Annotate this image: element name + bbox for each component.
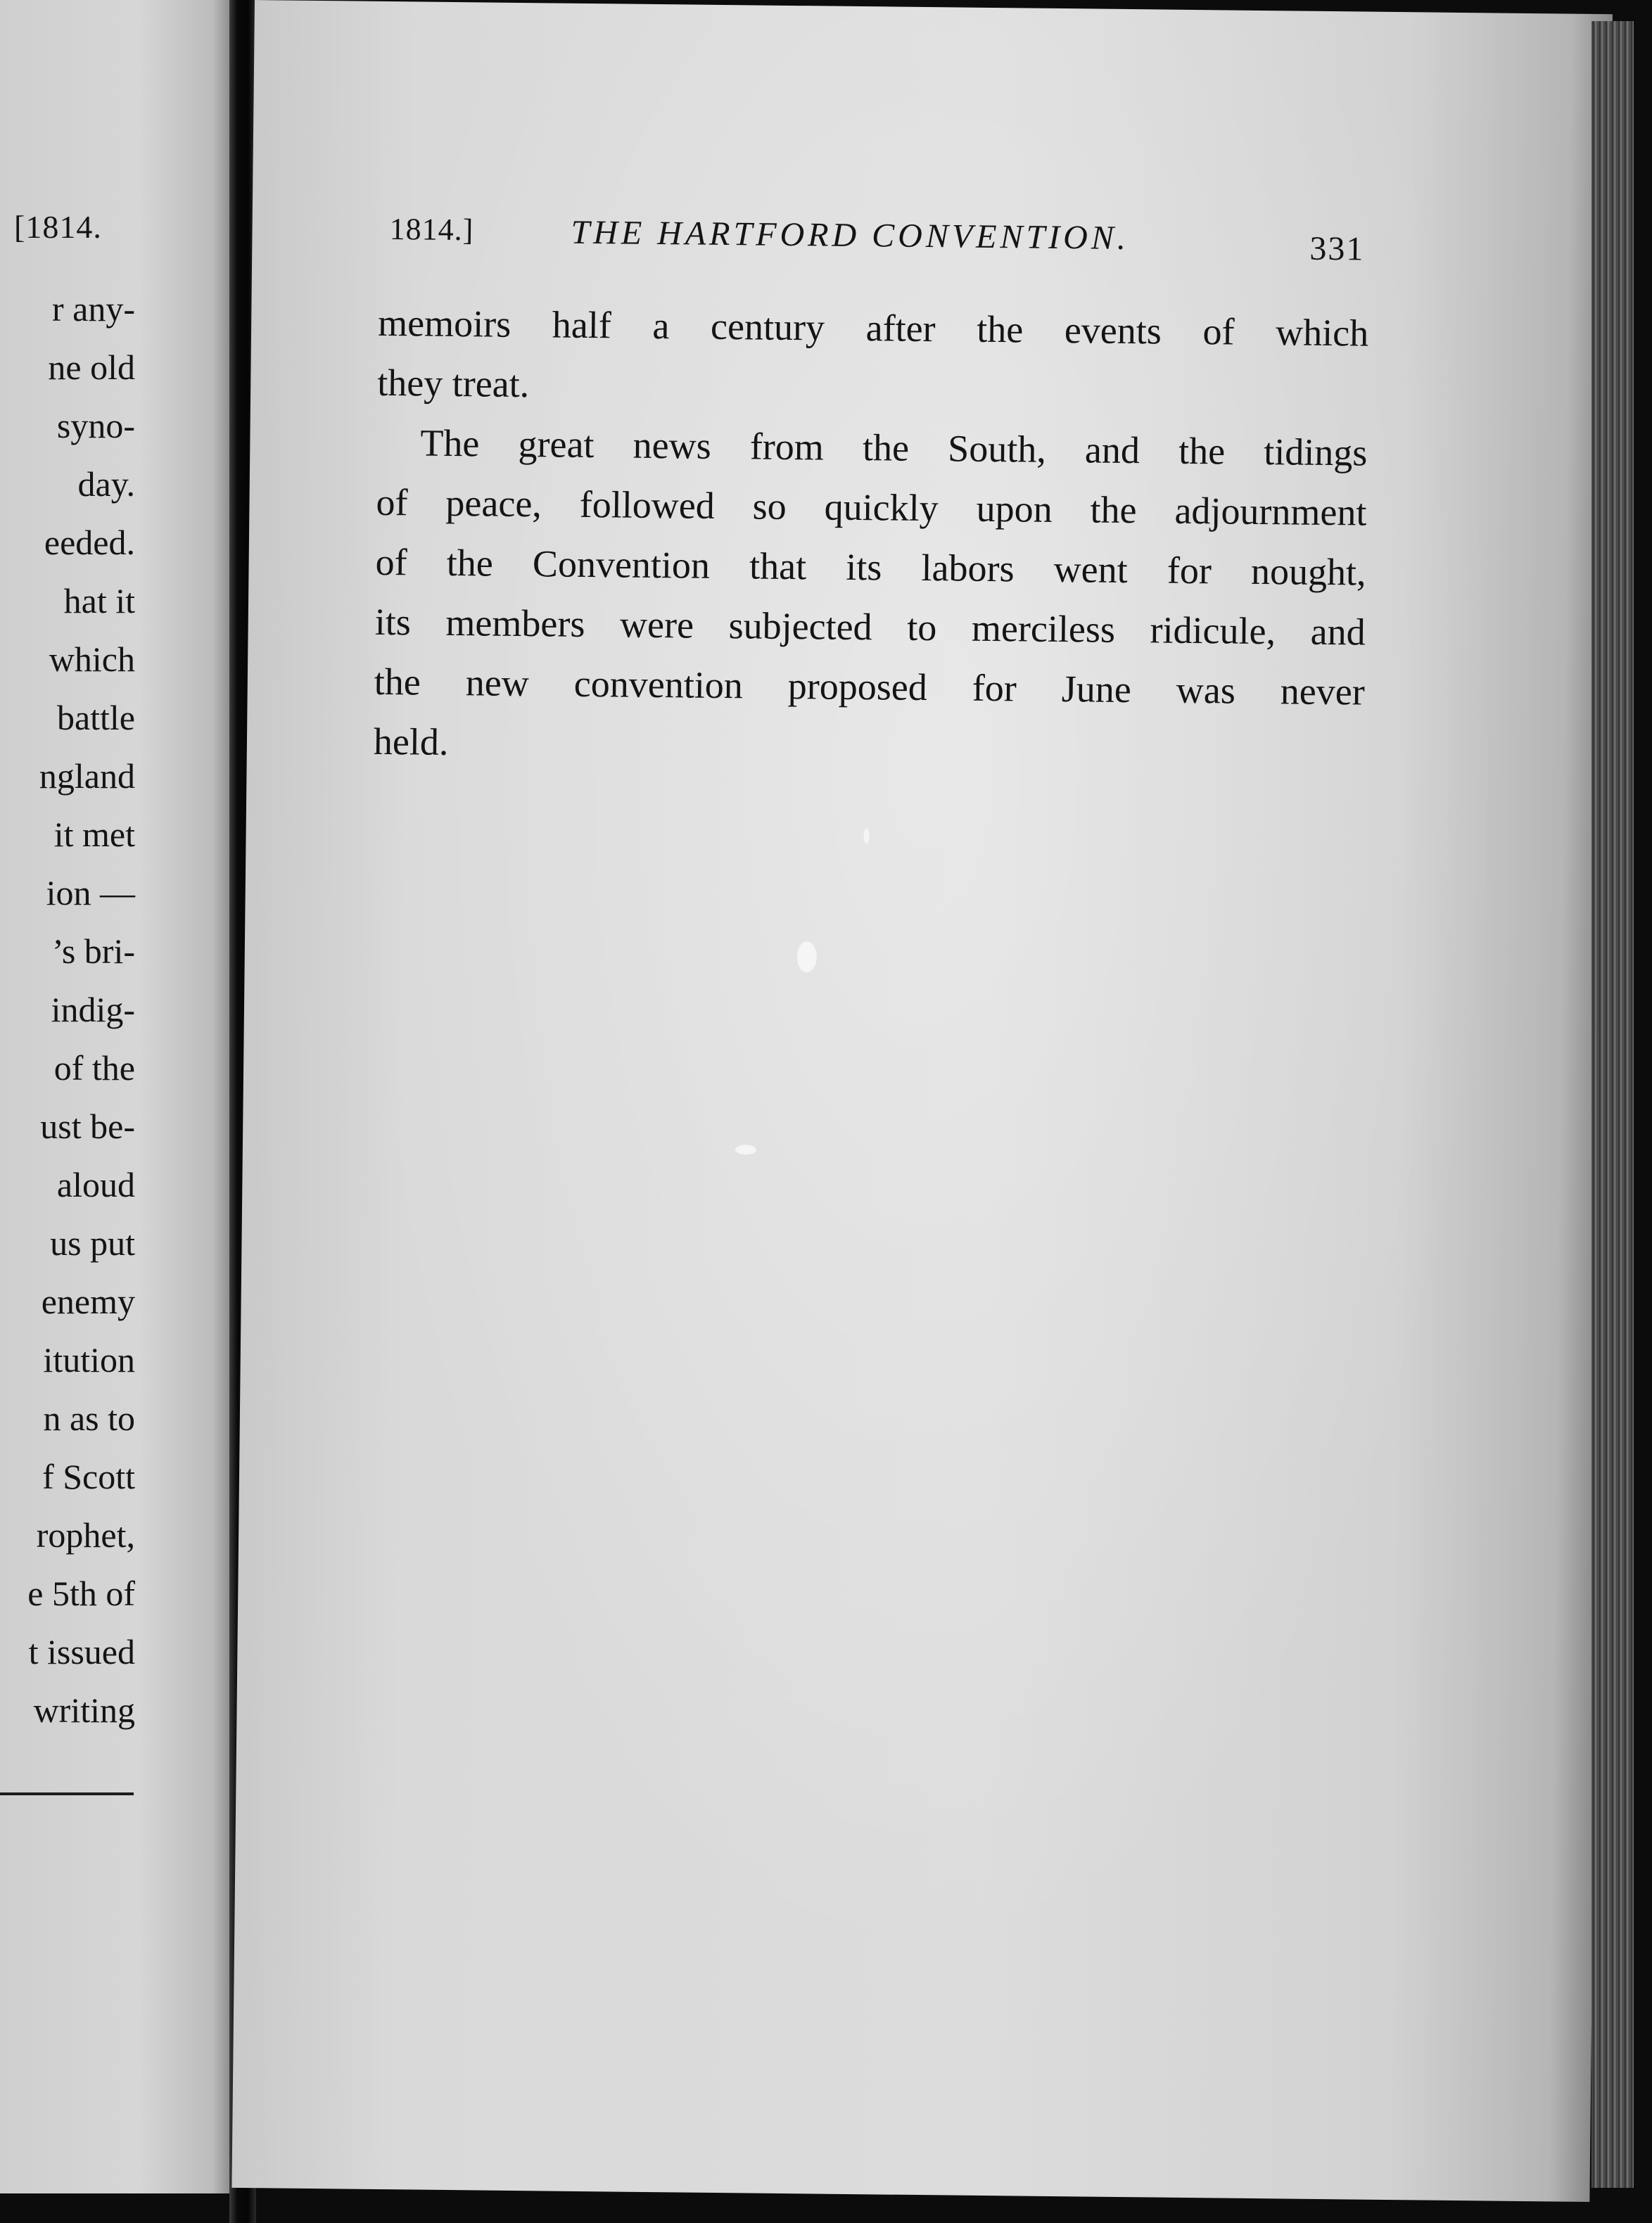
left-text-line: ne old bbox=[48, 348, 135, 387]
left-text-line: of the bbox=[53, 1048, 135, 1088]
text-line: The great news from the South, and the tidings bbox=[420, 421, 1368, 474]
left-text-line: hat it bbox=[63, 581, 135, 620]
book-fore-edge bbox=[1591, 21, 1634, 2188]
running-head-title: THE HARTFORD CONVENTION. bbox=[571, 213, 1130, 257]
left-text-line: itution bbox=[43, 1340, 135, 1380]
left-text-line: syno- bbox=[56, 406, 135, 445]
left-text-line: writing bbox=[33, 1690, 135, 1730]
left-text-line: rophet, bbox=[36, 1515, 135, 1555]
text-line: they treat. bbox=[377, 361, 530, 406]
paragraph bbox=[377, 293, 1369, 423]
left-text-line: e 5th of bbox=[27, 1574, 135, 1613]
text-line: of the Convention that its labors went for nought, bbox=[375, 540, 1366, 594]
paragraph bbox=[374, 413, 1368, 782]
left-text-line: which bbox=[49, 639, 135, 679]
left-text-line: eeded. bbox=[44, 523, 135, 562]
left-text-line: ’s bri- bbox=[51, 931, 135, 971]
footnote-rule bbox=[0, 1792, 134, 1795]
left-text-line: ust be- bbox=[40, 1107, 135, 1146]
left-text-line: indig- bbox=[51, 990, 135, 1029]
left-text-line: ion — bbox=[46, 873, 135, 912]
left-running-head: [1814. bbox=[14, 209, 102, 245]
left-text-line: r any- bbox=[52, 289, 135, 329]
text-line: its members were subjected to merciless ridicule, and bbox=[374, 600, 1366, 654]
left-text-line: it met bbox=[53, 815, 135, 854]
left-text-line: ngland bbox=[39, 756, 135, 796]
text-line: the new convention proposed for June was never bbox=[374, 660, 1366, 713]
scan-speck bbox=[735, 1145, 756, 1154]
left-text-line: f Scott bbox=[42, 1457, 135, 1496]
page-body bbox=[374, 293, 1369, 782]
running-head bbox=[389, 211, 1375, 271]
scan-speck bbox=[863, 828, 869, 843]
left-text-line: day. bbox=[77, 464, 135, 504]
left-text-line: us put bbox=[50, 1223, 135, 1263]
left-text-line: aloud bbox=[56, 1165, 135, 1204]
scan-speck bbox=[797, 941, 817, 972]
left-text-line: n as to bbox=[43, 1399, 135, 1438]
running-head-year: 1814.] bbox=[389, 212, 474, 248]
text-line: memoirs half a century after the events of which bbox=[377, 301, 1369, 355]
left-text-line: battle bbox=[56, 698, 135, 737]
right-page bbox=[231, 0, 1612, 2202]
text-line: of peace, followed so quickly upon the adjournment bbox=[376, 480, 1367, 534]
left-text-line: t issued bbox=[28, 1632, 135, 1671]
left-text-line: enemy bbox=[41, 1282, 135, 1321]
left-page bbox=[0, 0, 231, 2193]
text-line: held. bbox=[373, 720, 449, 763]
page-number: 331 bbox=[1309, 229, 1365, 268]
